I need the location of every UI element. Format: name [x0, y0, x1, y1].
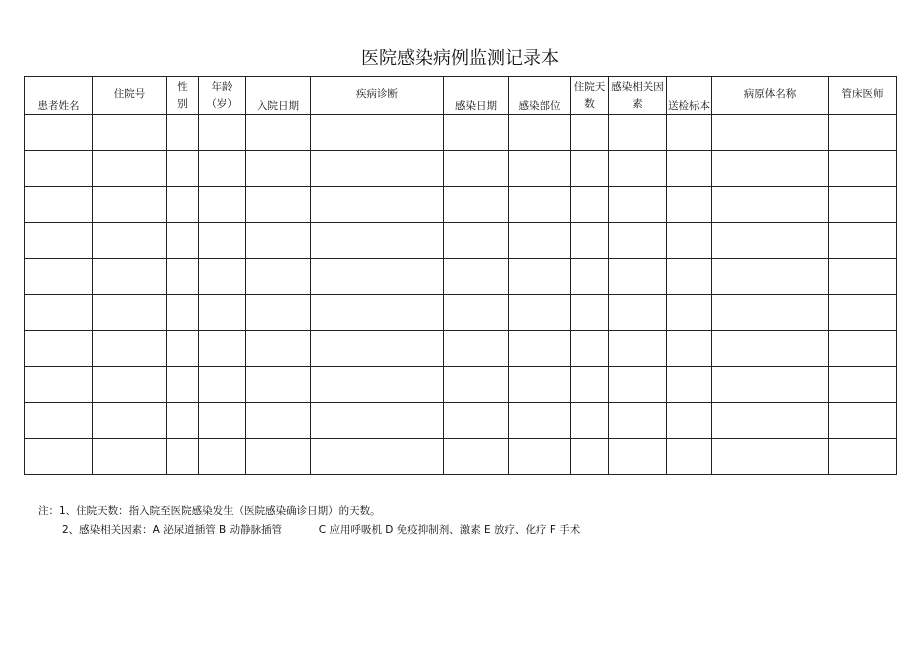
- table-cell: [167, 187, 199, 223]
- col-header-name: 患者姓名: [25, 77, 93, 115]
- table-cell: [609, 187, 667, 223]
- table-cell: [311, 367, 444, 403]
- table-cell: [667, 259, 712, 295]
- table-cell: [509, 439, 571, 475]
- table-cell: [667, 187, 712, 223]
- table-cell: [829, 439, 897, 475]
- table-cell: [311, 403, 444, 439]
- table-row: [25, 223, 897, 259]
- table-cell: [712, 367, 829, 403]
- table-cell: [444, 367, 509, 403]
- table-cell: [571, 439, 609, 475]
- page-title: 医院感染病例监测记录本: [361, 48, 559, 69]
- table-cell: [829, 187, 897, 223]
- table-cell: [509, 403, 571, 439]
- table-cell: [609, 295, 667, 331]
- table-cell: [311, 331, 444, 367]
- table-cell: [444, 295, 509, 331]
- table-cell: [829, 223, 897, 259]
- table-cell: [829, 115, 897, 151]
- col-header-doctor: 管床医师: [829, 77, 897, 115]
- table-cell: [246, 367, 311, 403]
- table-cell: [609, 367, 667, 403]
- table-cell: [93, 367, 167, 403]
- table-cell: [509, 295, 571, 331]
- table-cell: [25, 151, 93, 187]
- table-cell: [609, 403, 667, 439]
- table-cell: [509, 259, 571, 295]
- table-cell: [311, 439, 444, 475]
- table-cell: [509, 331, 571, 367]
- table-cell: [667, 295, 712, 331]
- table-cell: [712, 403, 829, 439]
- table-cell: [509, 151, 571, 187]
- table-cell: [712, 295, 829, 331]
- table-cell: [829, 367, 897, 403]
- table-cell: [167, 295, 199, 331]
- col-header-specimen: 送检标本: [667, 77, 712, 115]
- table-cell: [311, 223, 444, 259]
- table-cell: [609, 439, 667, 475]
- table-row: [25, 187, 897, 223]
- table-cell: [712, 187, 829, 223]
- col-header-diagnosis: 疾病诊断: [311, 77, 444, 115]
- table-cell: [167, 367, 199, 403]
- table-cell: [246, 115, 311, 151]
- table-row: [25, 367, 897, 403]
- table-cell: [829, 403, 897, 439]
- table-cell: [667, 151, 712, 187]
- table-cell: [246, 151, 311, 187]
- table-cell: [167, 151, 199, 187]
- table-cell: [609, 331, 667, 367]
- table-cell: [444, 331, 509, 367]
- table-row: [25, 403, 897, 439]
- col-header-admission-no: 住院号: [93, 77, 167, 115]
- table-cell: [167, 223, 199, 259]
- table-cell: [509, 223, 571, 259]
- table-cell: [246, 403, 311, 439]
- table-cell: [667, 115, 712, 151]
- table-cell: [609, 223, 667, 259]
- table-cell: [199, 187, 246, 223]
- table-cell: [246, 331, 311, 367]
- table-cell: [829, 259, 897, 295]
- table-cell: [444, 115, 509, 151]
- table-cell: [509, 367, 571, 403]
- surveillance-table: [24, 76, 897, 475]
- table-cell: [311, 115, 444, 151]
- table-cell: [167, 439, 199, 475]
- table-cell: [25, 223, 93, 259]
- col-header-infect-date: 感染日期: [444, 77, 509, 115]
- table-cell: [199, 331, 246, 367]
- table-cell: [93, 151, 167, 187]
- table-row: [25, 151, 897, 187]
- table-cell: [199, 151, 246, 187]
- col-header-infect-site: 感染部位: [509, 77, 571, 115]
- table-cell: [93, 223, 167, 259]
- table-cell: [246, 223, 311, 259]
- table-body: [25, 115, 897, 475]
- table-cell: [199, 115, 246, 151]
- col-header-days: 住院天 数: [571, 77, 609, 115]
- table-cell: [199, 367, 246, 403]
- table-cell: [25, 367, 93, 403]
- table-cell: [571, 295, 609, 331]
- table-cell: [199, 403, 246, 439]
- table-cell: [609, 259, 667, 295]
- table-row: [25, 259, 897, 295]
- table-cell: [667, 403, 712, 439]
- table-cell: [444, 151, 509, 187]
- table-cell: [167, 115, 199, 151]
- table-cell: [246, 187, 311, 223]
- table-cell: [712, 331, 829, 367]
- table-cell: [829, 151, 897, 187]
- table-cell: [199, 259, 246, 295]
- footnote-2: 2、感染相关因素：A 泌尿道插管 B 动静脉插管 C 应用呼吸机 D 免疫抑制剂、激素 E 放疗、化疗 F 手术: [62, 524, 581, 536]
- table-cell: [667, 331, 712, 367]
- table-cell: [667, 439, 712, 475]
- table-cell: [199, 295, 246, 331]
- table-cell: [667, 223, 712, 259]
- table-row: [25, 331, 897, 367]
- footnote-1: 注：1、住院天数：指入院至医院感染发生（医院感染确诊日期）的天数。: [38, 505, 381, 517]
- table-cell: [311, 187, 444, 223]
- table-cell: [199, 439, 246, 475]
- table-cell: [712, 439, 829, 475]
- table-cell: [444, 223, 509, 259]
- table-cell: [311, 295, 444, 331]
- col-header-pathogen: 病原体名称: [712, 77, 829, 115]
- table-cell: [246, 259, 311, 295]
- table-cell: [712, 115, 829, 151]
- table-row: [25, 115, 897, 151]
- table-cell: [444, 439, 509, 475]
- table-cell: [25, 439, 93, 475]
- table-cell: [712, 259, 829, 295]
- table-cell: [167, 259, 199, 295]
- table-cell: [25, 187, 93, 223]
- col-header-admit-date: 入院日期: [246, 77, 311, 115]
- table-cell: [712, 151, 829, 187]
- col-header-age: 年龄 （岁）: [199, 77, 246, 115]
- footnotes: [38, 502, 580, 540]
- table-cell: [571, 331, 609, 367]
- table-cell: [93, 331, 167, 367]
- table-cell: [93, 115, 167, 151]
- table-cell: [25, 295, 93, 331]
- table-cell: [311, 151, 444, 187]
- header-row: [25, 77, 897, 115]
- table-cell: [93, 403, 167, 439]
- table-cell: [25, 259, 93, 295]
- table-cell: [571, 367, 609, 403]
- col-header-sex: 性 别: [167, 77, 199, 115]
- table-cell: [444, 187, 509, 223]
- table-cell: [93, 259, 167, 295]
- table-cell: [444, 259, 509, 295]
- table-cell: [167, 403, 199, 439]
- table-row: [25, 439, 897, 475]
- table-cell: [199, 223, 246, 259]
- table-cell: [571, 115, 609, 151]
- table-cell: [609, 151, 667, 187]
- table-cell: [829, 331, 897, 367]
- table-cell: [246, 295, 311, 331]
- table-cell: [829, 295, 897, 331]
- table-cell: [25, 115, 93, 151]
- table-cell: [571, 403, 609, 439]
- col-header-factors: 感染相关因 素: [609, 77, 667, 115]
- table-cell: [93, 295, 167, 331]
- table-cell: [25, 331, 93, 367]
- table-cell: [93, 439, 167, 475]
- table-row: [25, 295, 897, 331]
- table-cell: [25, 403, 93, 439]
- table-cell: [571, 151, 609, 187]
- table-cell: [712, 223, 829, 259]
- table-cell: [246, 439, 311, 475]
- table-cell: [167, 331, 199, 367]
- table-cell: [509, 115, 571, 151]
- table-cell: [571, 187, 609, 223]
- table-cell: [571, 223, 609, 259]
- table-cell: [571, 259, 609, 295]
- table-cell: [444, 403, 509, 439]
- table-cell: [667, 367, 712, 403]
- table-cell: [609, 115, 667, 151]
- table-cell: [93, 187, 167, 223]
- table-cell: [509, 187, 571, 223]
- table-cell: [311, 259, 444, 295]
